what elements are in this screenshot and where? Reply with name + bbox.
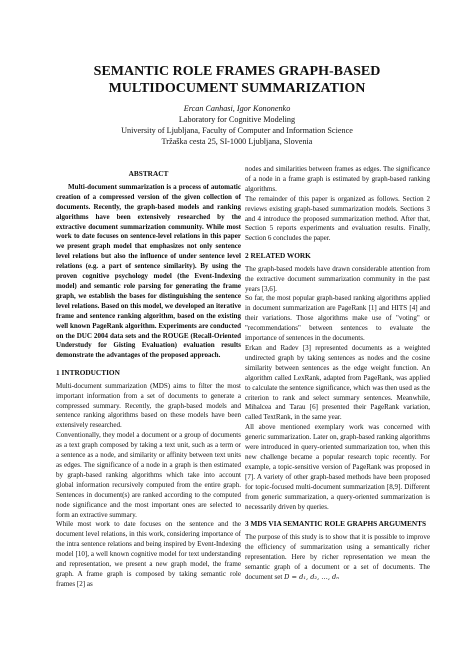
section-1-paragraph-3: While most work to date focuses on the sentence and the document level relations, in this work, considering importance of the intra sentence relations and being inspired by Event-Indexing model [10], a well known cognitive model for text understanding and representation, we present a new graph model, the frame graph. A frame graph is composed by taking semantic role frames [2] as [56,520,241,588]
affiliation-university: University of Ljubljana, Faculty of Computer and Information Science [121,126,353,135]
section-3-paragraph-1 [245,533,430,583]
section-1-paragraph-2: Conventionally, they model a document or a group of documents as a text graph composed by taking a text unit, such as a term or a sentence as a node, and similarity or affinity between text units as edges. The significance of a node in a graph is then estimated by graph-based ranking algorithms which take into account global information recursively computed from the entire graph. Sentences in document(s) are ranked according to the computed node significance and the most important ones are selected to form an extractive summary. [56,431,241,519]
right-column [245,165,430,582]
left-column [56,167,241,590]
section-3-text: The purpose of this study is to show that it is possible to improve the efficiency of summarization using a semantically richer representation. Here by richer representation we mean the semantic graph of a document or a set of documents. The document set [245,532,430,581]
section-2-paragraph-3: Erkan and Radev [3] represented documents as a weighted undirected graph by taking sentences as nodes and the cosine similarity between sentences as the edge weight function. An algorithm called LexRank, adapted from PageRank, was applied to calculate the sentence significance, which was then used as the criterion to rank and select summary sentences. Meanwhile, Mihalcea and Tarau [6] presented their PageRank variation, called TextRank, in the same year. [245,344,430,422]
section-1-paragraph-1: Multi-document summarization (MDS) aims to filter the most important information from a set of documents to generate a compressed summary. Recently, the graph-based models and sentence ranking algorithms based on these models have been extensively researched. [56,381,241,430]
section-3-heading: 3 MDS VIA SEMANTIC ROLE GRAPHS ARGUMENTS [245,519,427,529]
section-2-heading: 2 RELATED WORK [245,251,311,261]
abstract-heading: ABSTRACT [128,169,169,178]
affiliation-lab: Laboratory for Cognitive Modeling [178,115,296,124]
title-line-2: MULTIDOCUMENT SUMMARIZATION [108,81,366,96]
section-2-paragraph-1: The graph-based models have drawn considerable attention from the extractive document summarization community in the past years [3,6]. [245,264,430,293]
paper-outline-paragraph: The remainder of this paper is organized as follows. Section 2 reviews existing graph-based summarization models. Sections 3 and 4 introduce the proposed summarization method. After that, Section 5 reports experiments and evaluation results. Finally, Section 6 concludes the paper. [245,194,430,243]
paper-title [0,63,474,97]
author-names: Ercan Canhasi, Igor Kononenko [183,104,291,113]
section-2-paragraph-2: So far, the most popular graph-based ranking algorithms applied in document summarization are PageRank [1] and HITS [4] and their variations. Those algorithms make use of "voting" or "recommendations" between sentences to evaluate the importance of sentences in the documents. [245,294,430,343]
abstract-text: Multi-document summarization is a process of automatic creation of a compressed version of the given collection of documents. Recently, the graph-based models and ranking algorithms have been extensively researched by the extractive document summarization community. While most work to date focuses on sentence-level relations in this paper we present graph model that emphasizes not only sentence level relations but also the influence of under sentence level relations (e.g. a part of sentence similarity). By using the proven cognitive psychology model (the Event-Indexing model) and semantic role parsing for generating the frame graph, we establish the bases for distinguishing the sentence level relations. Based on this model, we developed an iterative frame and sentence ranking algorithm, based on the existing well known PageRank algorithm. Experiments are conducted on the DUC 2004 data sets and the ROUGE (Recall-Oriented Understudy for Gisting Evaluation) evaluation results demonstrate the advantages of the proposed approach. [56,182,241,360]
section-1-heading: 1 INTRODUCTION [56,368,120,378]
title-line-1: SEMANTIC ROLE FRAMES GRAPH-BASED [93,64,381,79]
intro-continued-paragraph: nodes and similarities between frames as edges. The significance of a node in a frame graph is estimated by graph-based ranking algorithms. [245,165,430,193]
author-block [0,103,474,147]
section-2-paragraph-4: All above mentioned exemplary work was concerned with generic summarization. Later on, graph-based ranking algorithms were introduced in query-oriented summarization too, when this new challenge became a popular research topic recently. For example, a topic-sensitive version of PageRank was proposed in [7]. A variety of other graph-based methods have been proposed for topic-focused multi-document summarization [8,9]. Different from generic summarization, a query-oriented summarization is necessarily driven by queries. [245,423,430,511]
document-set-formula: D = d₁, d₂, …, dₙ [284,572,339,581]
affiliation-address: Tržaška cesta 25, SI-1000 Ljubljana, Slovenia [161,137,313,146]
